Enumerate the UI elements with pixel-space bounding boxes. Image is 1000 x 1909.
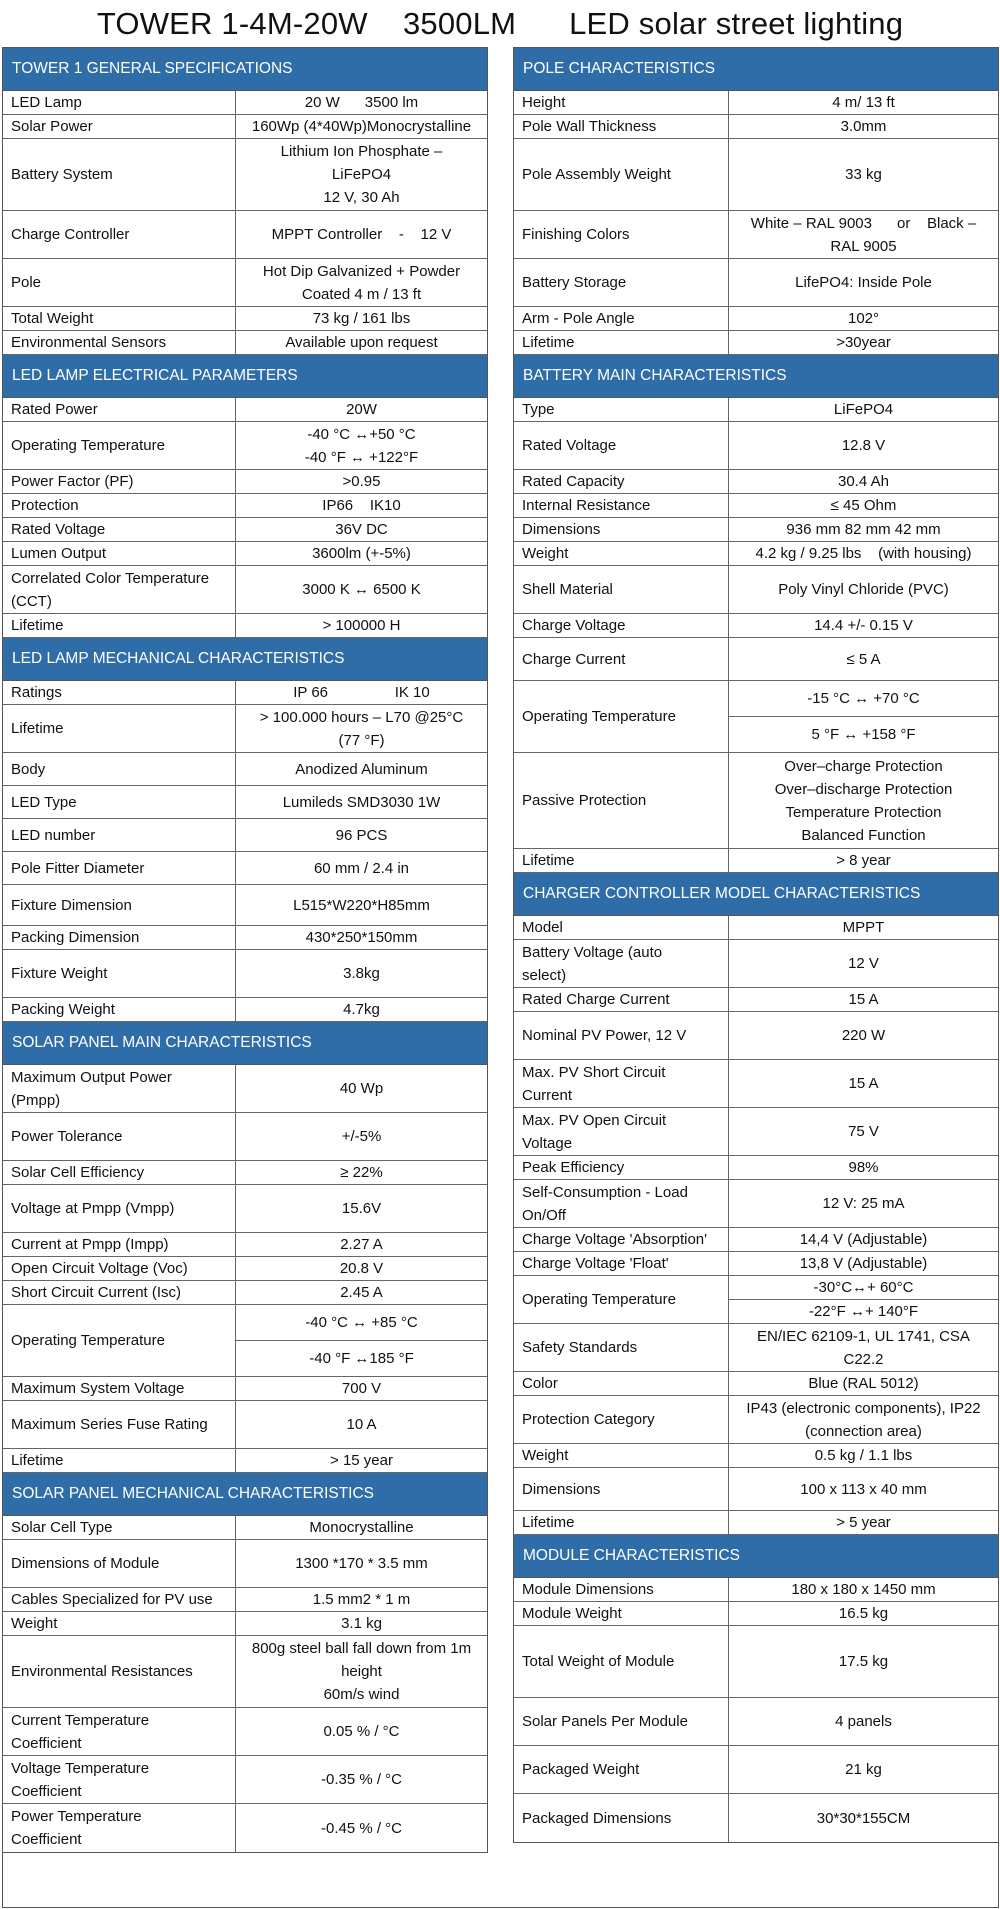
spec-row [3,1708,487,1756]
spec-label: Self-Consumption - Load On/Off [514,1180,729,1227]
spec-label: LED number [3,819,236,851]
spec-row [3,494,487,518]
spec-row [3,705,487,753]
spec-row [3,518,487,542]
spec-label: Operating Temperature [514,681,729,752]
spec-row [3,998,487,1022]
spec-label: Environmental Resistances [3,1636,236,1707]
spec-row [514,259,998,307]
spec-value: 12 V [848,955,879,972]
spec-value: 2.27 A [340,1236,383,1253]
spec-row [3,885,487,926]
spec-label: Solar Power [3,115,236,138]
spec-row [3,1257,487,1281]
spec-value: Available upon request [285,334,438,351]
spec-label: Peak Efficiency [514,1156,729,1179]
spec-row [514,1012,998,1060]
spec-value: 3.1 kg [341,1615,382,1632]
right-spec-column [513,47,999,1843]
spec-value: 100 x 113 x 40 mm [800,1480,927,1498]
spec-row [3,1540,487,1588]
spec-label: Dimensions of Module [3,1540,236,1587]
spec-label: Solar Cell Efficiency [3,1161,236,1184]
spec-row [514,1602,998,1626]
spec-row [514,331,998,355]
section-header-pole-characteristics: POLE CHARACTERISTICS [514,48,998,91]
spec-value: > 15 year [330,1452,393,1469]
spec-value: Hot Dip Galvanized + Powder Coated 4 m / 13 ft [262,262,461,303]
spec-value: 3.8kg [343,965,380,982]
spec-value: 73 kg / 161 lbs [312,310,411,327]
spec-value: 4.7kg [343,1001,380,1018]
spec-label: Rated Charge Current [514,988,729,1011]
spec-value: 15 A [848,991,879,1008]
spec-value: 0.5 kg / 1.1 lbs [814,1447,913,1464]
spec-row [3,1377,487,1401]
spec-value: 12 V: 25 mA [822,1195,905,1212]
spec-value-part: -40 °F ↔185 °F [236,1340,487,1376]
spec-row [514,849,998,873]
spec-label: Lifetime [514,1511,729,1534]
section-header-led-lamp-electrical-parameters: LED LAMP ELECTRICAL PARAMETERS [3,355,487,398]
spec-label: Power Factor (PF) [3,470,236,493]
left-spec-column [2,47,488,1853]
spec-label: Voltage at Pmpp (Vmpp) [3,1185,236,1232]
spec-value: MPPT Controller - 12 V [271,226,452,243]
spec-value: 160Wp (4*40Wp)Monocrystalline [251,118,472,135]
spec-row [3,211,487,259]
spec-value: 3000 K ↔ 6500 K [302,581,421,598]
spec-value: 1.5 mm2 * 1 m [312,1591,411,1608]
spec-value: 14,4 V (Adjustable) [799,1231,928,1248]
spec-label: Cables Specialized for PV use [3,1588,236,1611]
spec-label: Protection Category [514,1396,729,1443]
spec-value: LifePO4: Inside Pole [795,274,932,291]
spec-label: Finishing Colors [514,211,729,258]
spec-value: IP 66 IK 10 [293,684,430,701]
spec-value: Monocrystalline [309,1519,414,1536]
spec-value: 33 kg [845,166,882,183]
spec-value: ≥ 22% [340,1164,383,1181]
spec-row [3,852,487,885]
spec-row [3,1113,487,1161]
spec-label: Lifetime [3,1449,236,1472]
spec-row [3,331,487,355]
spec-row [514,1468,998,1511]
spec-label: Ratings [3,681,236,704]
spec-row [3,1756,487,1804]
spec-value: White – RAL 9003 or Black – RAL 9005 [750,214,977,255]
spec-value: 180 x 180 x 1450 mm [791,1581,936,1598]
spec-label: Body [3,753,236,785]
spec-row [514,211,998,259]
spec-row [514,1180,998,1228]
spec-value-part: -30°C↔+ 60°C [813,1279,914,1296]
spec-row [3,422,487,470]
spec-value: 800g steel ball fall down from 1m height 60m/s wind [251,1640,472,1703]
spec-row [3,1161,487,1185]
spec-value: 30*30*155CM [816,1809,911,1827]
spec-value: -40 °C ↔+50 °C -40 °F ↔ +122°F [304,425,419,466]
spec-row [514,518,998,542]
spec-label: Total Weight [3,307,236,330]
spec-row [514,307,998,331]
spec-value: 220 W [841,1027,886,1044]
spec-row [514,638,998,681]
spec-row [514,1444,998,1468]
spec-row [514,940,998,988]
spec-row [514,139,998,211]
spec-row [3,1281,487,1305]
spec-row [3,470,487,494]
spec-value: Lithium Ion Phosphate – LiFePO4 12 V, 30 Ah [280,143,443,206]
spec-row [3,1233,487,1257]
spec-label: Power Tolerance [3,1113,236,1160]
spec-label: Operating Temperature [3,422,236,469]
spec-label: Weight [514,542,729,565]
spec-value-part: 5 °F ↔ +158 °F [729,716,998,752]
spec-value: 4.2 kg / 9.25 lbs (with housing) [755,545,972,562]
spec-value: MPPT [842,919,885,936]
spec-value: 30.4 Ah [838,473,889,490]
spec-label: Type [514,398,729,421]
spec-label: Weight [3,1612,236,1635]
spec-row [3,259,487,307]
spec-label: Lifetime [3,705,236,752]
spec-label: Maximum Series Fuse Rating [3,1401,236,1448]
section-header-solar-panel-mechanical-characteristics: SOLAR PANEL MECHANICAL CHARACTERISTICS [3,1473,487,1516]
spec-value: EN/IEC 62109-1, UL 1741, CSA C22.2 [757,1327,970,1368]
spec-value: IP43 (electronic components), IP22 (connection area) [746,1399,981,1440]
spec-row [3,542,487,566]
spec-row [3,786,487,819]
spec-value: 3600lm (+-5%) [312,545,411,562]
section-header-tower-1-general-specifications: TOWER 1 GENERAL SPECIFICATIONS [3,48,487,91]
spec-value: 0.05 % / °C [323,1723,400,1740]
spec-row [514,614,998,638]
section-header-charger-controller-model-characteristics: CHARGER CONTROLLER MODEL CHARACTERISTICS [514,873,998,916]
spec-value: Poly Vinyl Chloride (PVC) [778,581,949,598]
spec-row [514,1228,998,1252]
spec-label: LED Type [3,786,236,818]
spec-row [3,819,487,852]
spec-label: Module Dimensions [514,1578,729,1601]
spec-label: Rated Power [3,398,236,421]
spec-value: 15.6V [341,1200,382,1217]
spec-label: Module Weight [514,1602,729,1625]
spec-value: +/-5% [341,1128,382,1145]
spec-value: 21 kg [845,1761,882,1778]
spec-row [514,1252,998,1276]
spec-value: Anodized Aluminum [295,760,428,778]
spec-label: Charge Current [514,638,729,680]
spec-label: Solar Panels Per Module [514,1698,729,1745]
spec-label: Fixture Weight [3,950,236,997]
spec-row [3,1612,487,1636]
spec-value: 14.4 +/- 0.15 V [814,617,913,634]
spec-value: 75 V [848,1123,879,1140]
spec-label: Total Weight of Module [514,1626,729,1697]
spec-row [3,566,487,614]
spec-label: Battery System [3,139,236,210]
spec-label: Current at Pmpp (Impp) [3,1233,236,1256]
spec-label: Color [514,1372,729,1395]
spec-label: Power Temperature Coefficient [3,1804,236,1852]
spec-value: 96 PCS [335,826,388,844]
spec-label: Open Circuit Voltage (Voc) [3,1257,236,1280]
spec-label: Charge Controller [3,211,236,258]
spec-label: Dimensions [514,1468,729,1510]
spec-value [729,1276,998,1323]
spec-label: Environmental Sensors [3,331,236,354]
spec-value: > 100000 H [322,617,401,634]
spec-label: Pole Assembly Weight [514,139,729,210]
spec-row [514,91,998,115]
spec-label: Internal Resistance [514,494,729,517]
spec-row [514,470,998,494]
spec-row [3,1588,487,1612]
spec-value: > 5 year [836,1514,891,1531]
spec-value: 20W [346,401,377,418]
spec-row [3,115,487,139]
spec-value: 20.8 V [339,1260,384,1277]
spec-label: Voltage Temperature Coefficient [3,1756,236,1803]
spec-label: Lumen Output [3,542,236,565]
spec-value: IP66 IK10 [322,497,401,514]
spec-value [729,681,998,752]
spec-value: >30year [836,334,891,351]
spec-row [514,422,998,470]
spec-label: Lifetime [514,331,729,354]
spec-row [514,1276,998,1324]
spec-row [514,1156,998,1180]
spec-label: Operating Temperature [3,1305,236,1376]
section-header-battery-main-characteristics: BATTERY MAIN CHARACTERISTICS [514,355,998,398]
spec-value: -0.35 % / °C [320,1771,403,1788]
spec-value-part: -22°F ↔+ 140°F [729,1299,998,1323]
spec-row [3,753,487,786]
spec-row [514,1324,998,1372]
spec-value: 13,8 V (Adjustable) [799,1255,928,1272]
spec-label: Lifetime [3,614,236,637]
spec-row [514,1108,998,1156]
spec-label: Lifetime [514,849,729,872]
spec-row [3,950,487,998]
spec-row [3,91,487,115]
spec-row [3,614,487,638]
spec-label: Short Circuit Current (Isc) [3,1281,236,1304]
spec-value: LiFePO4 [833,401,894,418]
spec-value: 20 W 3500 lm [304,94,419,111]
spec-label: Fixture Dimension [3,885,236,925]
spec-row [514,494,998,518]
spec-row [3,1516,487,1540]
spec-value: 98% [848,1159,879,1176]
spec-row [3,307,487,331]
spec-row [3,681,487,705]
spec-value-part: -40 °C ↔ +85 °C [305,1314,418,1331]
spec-label: Max. PV Open Circuit Voltage [514,1108,729,1155]
spec-value: 36V DC [335,521,388,538]
spec-label: Packing Dimension [3,926,236,949]
spec-row [514,1578,998,1602]
spec-label: Packaged Weight [514,1746,729,1793]
spec-row [3,398,487,422]
spec-value: 936 mm 82 mm 42 mm [786,521,941,538]
spec-label: Current Temperature Coefficient [3,1708,236,1755]
spec-label: Weight [514,1444,729,1467]
spec-row [3,1401,487,1449]
spec-label: Charge Voltage [514,614,729,637]
spec-value: > 100.000 hours – L70 @25°C (77 °F) [259,708,464,749]
spec-label: Shell Material [514,566,729,613]
spec-value: 17.5 kg [838,1653,889,1670]
spec-row [514,115,998,139]
spec-row [514,916,998,940]
section-header-led-lamp-mechanical-characteristics: LED LAMP MECHANICAL CHARACTERISTICS [3,638,487,681]
spec-label: Rated Voltage [514,422,729,469]
spec-label: Protection [3,494,236,517]
spec-row [514,1698,998,1746]
spec-value: 16.5 kg [838,1605,889,1622]
spec-label: Battery Voltage (auto select) [514,940,729,987]
spec-value: 700 V [341,1380,382,1397]
spec-value: 430*250*150mm [305,929,418,946]
section-header-solar-panel-main-characteristics: SOLAR PANEL MAIN CHARACTERISTICS [3,1022,487,1065]
spec-value: 10 A [346,1416,377,1433]
spec-row [3,926,487,950]
spec-value: >0.95 [342,473,381,490]
spec-value: Lumileds SMD3030 1W [282,793,441,811]
spec-value: Over–charge Protection Over–discharge Protection Temperature Protection Balanced Function [774,757,953,844]
spec-value: 4 m/ 13 ft [832,94,895,111]
spec-row [3,1305,487,1377]
spec-label: Pole Fitter Diameter [3,852,236,884]
spec-row [514,1396,998,1444]
spec-label: Packaged Dimensions [514,1794,729,1842]
page-title: TOWER 1-4M-20W 3500LM LED solar street lighting [96,6,904,41]
spec-row [514,542,998,566]
spec-row [514,398,998,422]
spec-row [3,1449,487,1473]
spec-value: L515*W220*H85mm [293,896,430,914]
spec-value: > 8 year [836,852,891,869]
spec-label: Rated Voltage [3,518,236,541]
spec-row [3,1065,487,1113]
spec-label: Maximum Output Power (Pmpp) [3,1065,236,1112]
spec-value [236,1305,487,1376]
spec-value: -0.45 % / °C [320,1819,403,1837]
spec-row [3,1636,487,1708]
spec-row [514,1511,998,1535]
spec-label: Maximum System Voltage [3,1377,236,1400]
spec-value: 3.0mm [840,118,887,135]
spec-value: 40 Wp [339,1080,384,1097]
spec-value-part: -15 °C ↔ +70 °C [807,690,920,707]
spec-row [514,753,998,849]
spec-value: 15 A [848,1075,879,1092]
spec-label: Pole [3,259,236,306]
spec-label: Height [514,91,729,114]
spec-row [514,681,998,753]
spec-value: ≤ 45 Ohm [830,497,897,514]
spec-row [3,1185,487,1233]
section-header-module-characteristics: MODULE CHARACTERISTICS [514,1535,998,1578]
spec-row [514,1626,998,1698]
spec-label: Max. PV Short Circuit Current [514,1060,729,1107]
spec-label: Operating Temperature [514,1276,729,1323]
spec-label: Pole Wall Thickness [514,115,729,138]
spec-row [3,139,487,211]
spec-value: 60 mm / 2.4 in [313,859,410,877]
spec-row [514,566,998,614]
spec-label: Passive Protection [514,753,729,848]
empty-bottom-area [2,1829,999,1908]
spec-label: Charge Voltage 'Float' [514,1252,729,1275]
spec-label: Charge Voltage 'Absorption' [514,1228,729,1251]
spec-label: Correlated Color Temperature (CCT) [3,566,236,613]
spec-value: Blue (RAL 5012) [808,1375,919,1392]
spec-value: ≤ 5 A [846,650,881,668]
spec-label: Nominal PV Power, 12 V [514,1012,729,1059]
spec-value: 102° [847,310,880,327]
spec-label: Packing Weight [3,998,236,1021]
spec-label: Arm - Pole Angle [514,307,729,330]
spec-value: 2.45 A [340,1284,383,1301]
spec-row [514,1746,998,1794]
spec-row [514,1060,998,1108]
spec-row [514,988,998,1012]
spec-row [514,1372,998,1396]
spec-label: Model [514,916,729,939]
spec-label: LED Lamp [3,91,236,114]
spec-label: Solar Cell Type [3,1516,236,1539]
spec-value: 1300 *170 * 3.5 mm [295,1555,428,1572]
spec-label: Safety Standards [514,1324,729,1371]
spec-label: Rated Capacity [514,470,729,493]
spec-value: 4 panels [835,1713,892,1730]
spec-label: Dimensions [514,518,729,541]
spec-value: 12.8 V [841,437,886,454]
spec-label: Battery Storage [514,259,729,306]
